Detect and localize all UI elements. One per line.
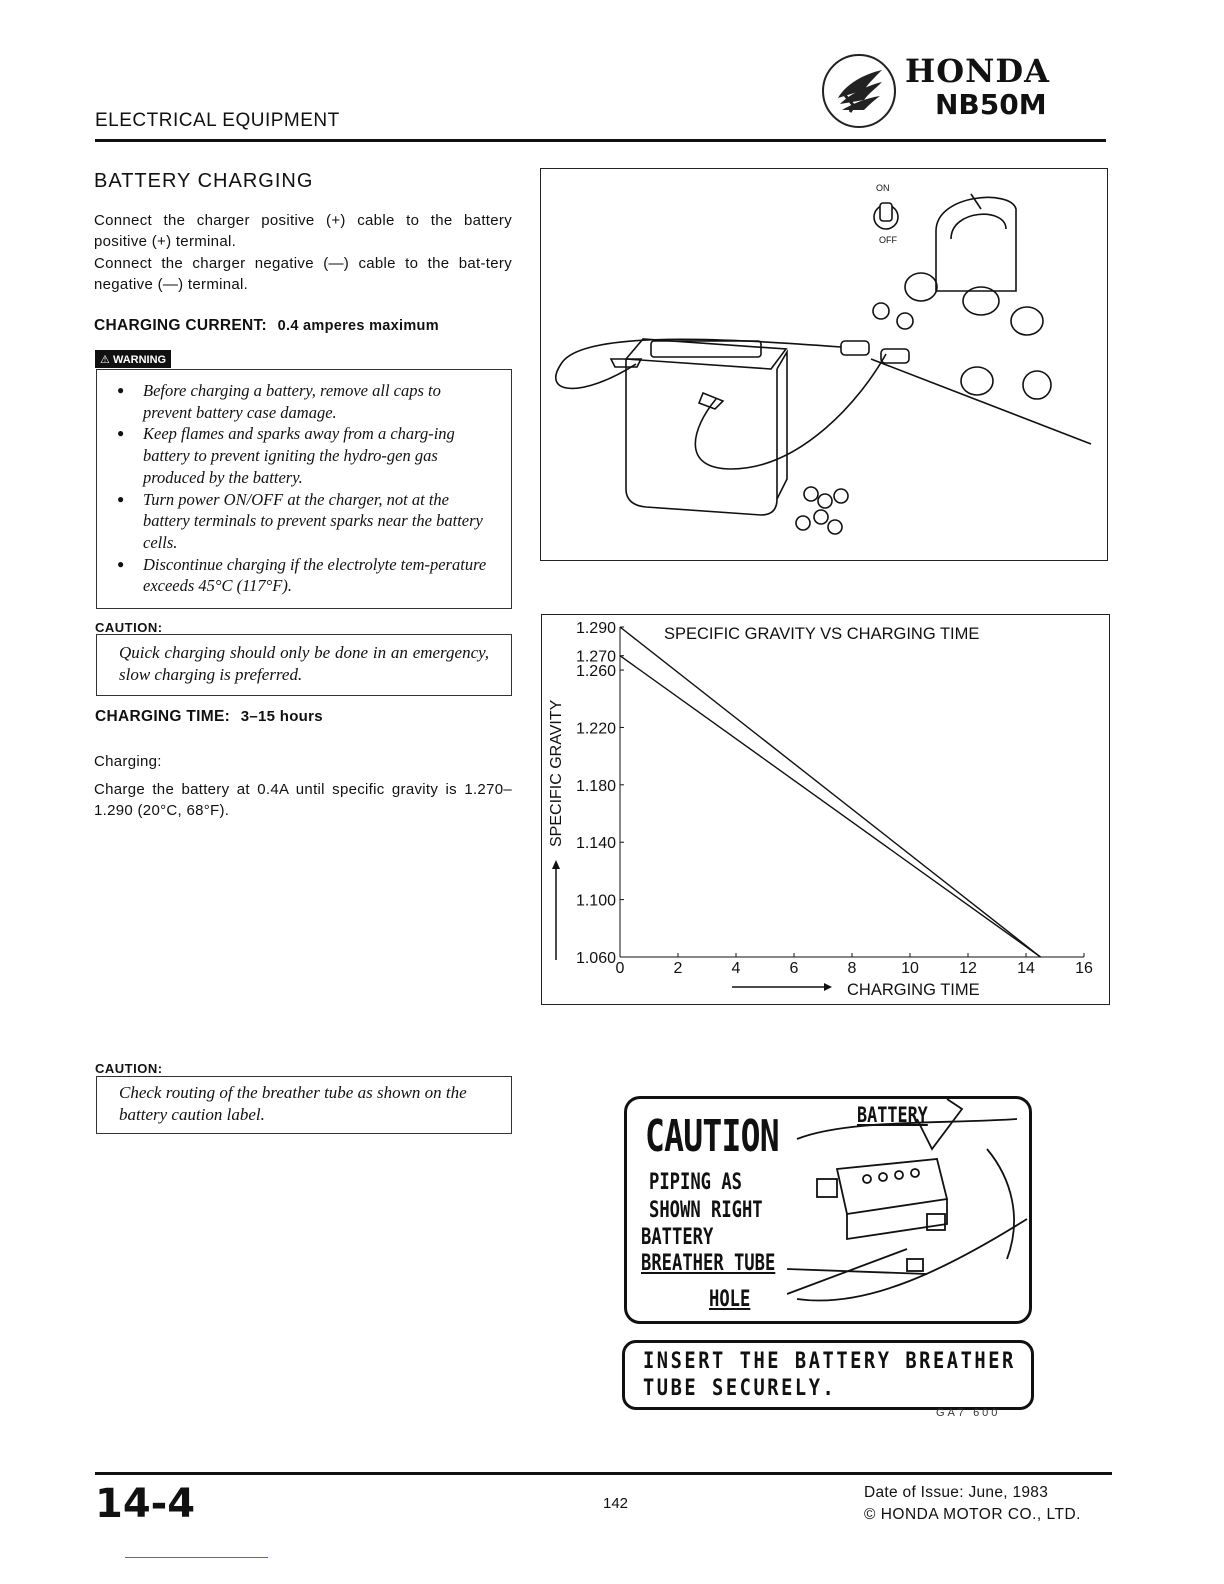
label-line: BREATHER TUBE bbox=[641, 1251, 776, 1276]
y-tick-label: 1.220 bbox=[575, 720, 616, 738]
svg-text:OFF: OFF bbox=[879, 235, 897, 245]
insert-line-2: TUBE SECURELY. bbox=[643, 1376, 837, 1401]
warning-icon: ⚠ bbox=[100, 354, 110, 366]
chart-title: SPECIFIC GRAVITY VS CHARGING TIME bbox=[664, 625, 980, 643]
charging-time bbox=[95, 708, 323, 726]
y-tick-label: 1.270 bbox=[575, 648, 616, 666]
honda-wing-icon bbox=[822, 54, 896, 128]
page-heading: BATTERY CHARGING bbox=[94, 170, 314, 192]
series-line bbox=[620, 627, 1041, 957]
x-tick-label: 4 bbox=[731, 960, 741, 977]
caution-text-1: Quick charging should only be done in an emergency, slow charging is preferred. bbox=[119, 643, 489, 684]
para-negative: Connect the charger negative (—) cable to the bat-tery negative (—) terminal. bbox=[94, 255, 512, 293]
charging-time-label: CHARGING TIME: bbox=[95, 708, 231, 725]
charging-time-value: 3–15 hours bbox=[240, 708, 323, 725]
warning-item: ● Before charging a battery, remove all caps to prevent battery case damage. bbox=[117, 380, 489, 423]
charging-subheading: Charging: bbox=[94, 753, 162, 770]
x-tick-label: 10 bbox=[901, 960, 919, 977]
model-name: NB50M bbox=[935, 88, 1047, 121]
label-line: BATTERY bbox=[641, 1225, 714, 1250]
para-positive: Connect the charger positive (+) cable to the battery positive (+) terminal. bbox=[94, 212, 512, 250]
battery-charger-illustration bbox=[540, 168, 1108, 561]
y-tick-label: 1.180 bbox=[575, 777, 616, 795]
specific-gravity-chart bbox=[541, 614, 1110, 1005]
label-battery-text: BATTERY bbox=[857, 1103, 928, 1127]
label-hole-text: HOLE bbox=[709, 1287, 751, 1312]
chart-canvas bbox=[542, 615, 1109, 1004]
x-tick-label: 0 bbox=[615, 960, 625, 977]
chart-ylabel: SPECIFIC GRAVITY bbox=[548, 699, 565, 847]
x-tick-label: 16 bbox=[1075, 960, 1093, 977]
caution-text-2: Check routing of the breather tube as shown on the battery caution label. bbox=[119, 1083, 467, 1124]
warning-item: ● Keep flames and sparks away from a charg-ing battery to prevent igniting the hydro-gen gas produced by the battery. bbox=[117, 423, 489, 488]
footer-rule bbox=[95, 1472, 1112, 1475]
issue-date: Date of Issue: June, 1983 bbox=[864, 1484, 1049, 1501]
brand-name: HONDA bbox=[905, 52, 1050, 90]
y-tick-label: 1.060 bbox=[575, 950, 616, 967]
caution-label-1: CAUTION: bbox=[95, 620, 163, 635]
label-text-lines-2 bbox=[641, 1225, 775, 1277]
chart-xlabel: CHARGING TIME bbox=[847, 981, 980, 999]
y-tick-label: 1.260 bbox=[575, 663, 616, 681]
x-tick-label: 12 bbox=[959, 960, 977, 977]
page-number: 14-4 bbox=[95, 1481, 196, 1527]
insert-tube-label bbox=[622, 1340, 1034, 1410]
charging-current-label: CHARGING CURRENT: bbox=[94, 317, 268, 334]
y-tick-label: 1.100 bbox=[575, 892, 616, 910]
caution-label-2: CAUTION: bbox=[95, 1061, 163, 1076]
y-tick-label: 1.290 bbox=[575, 620, 616, 637]
copyright: © HONDA MOTOR CO., LTD. bbox=[864, 1506, 1081, 1523]
header-rule bbox=[95, 139, 1106, 142]
caution-box-2 bbox=[96, 1076, 512, 1134]
series-line bbox=[620, 656, 1041, 957]
insert-line-1: INSERT THE BATTERY BREATHER bbox=[643, 1349, 1016, 1374]
label-caution-title: CAUTION bbox=[645, 1111, 779, 1162]
caution-box-1 bbox=[96, 634, 512, 696]
warning-item: ● Discontinue charging if the electrolyte tem-perature exceeds 45°C (117°F). bbox=[117, 554, 489, 597]
label-battery-drawing bbox=[787, 1099, 1029, 1321]
charging-current-value: 0.4 amperes maximum bbox=[277, 318, 439, 334]
warning-badge: ⚠ WARNING bbox=[95, 350, 171, 368]
x-tick-label: 14 bbox=[1017, 960, 1035, 977]
label-line: PIPING AS bbox=[649, 1170, 742, 1195]
xlabel-arrowhead bbox=[824, 983, 832, 991]
y-tick-label: 1.140 bbox=[575, 835, 616, 853]
x-tick-label: 2 bbox=[673, 960, 683, 977]
battery-caution-label bbox=[624, 1096, 1032, 1324]
ylabel-arrowhead bbox=[552, 860, 560, 869]
charging-paragraph: Charge the battery at 0.4A until specific gravity is 1.270–1.290 (20°C, 68°F). bbox=[94, 781, 512, 819]
warning-box bbox=[96, 369, 512, 609]
warning-item: ● Turn power ON/OFF at the charger, not at the battery terminals to prevent sparks near the battery cells. bbox=[117, 489, 489, 554]
svg-text:ON: ON bbox=[876, 183, 890, 193]
section-title: ELECTRICAL EQUIPMENT bbox=[95, 110, 340, 131]
label-code: GA7 600 bbox=[936, 1407, 1001, 1419]
bottom-underline bbox=[125, 1557, 268, 1558]
charging-current bbox=[94, 317, 439, 335]
battery-charger-drawing bbox=[541, 169, 1107, 560]
center-page-number: 142 bbox=[603, 1495, 629, 1512]
label-line: SHOWN RIGHT bbox=[649, 1198, 763, 1223]
label-text-lines bbox=[649, 1169, 763, 1225]
x-tick-label: 6 bbox=[789, 960, 799, 977]
x-tick-label: 8 bbox=[847, 960, 857, 977]
